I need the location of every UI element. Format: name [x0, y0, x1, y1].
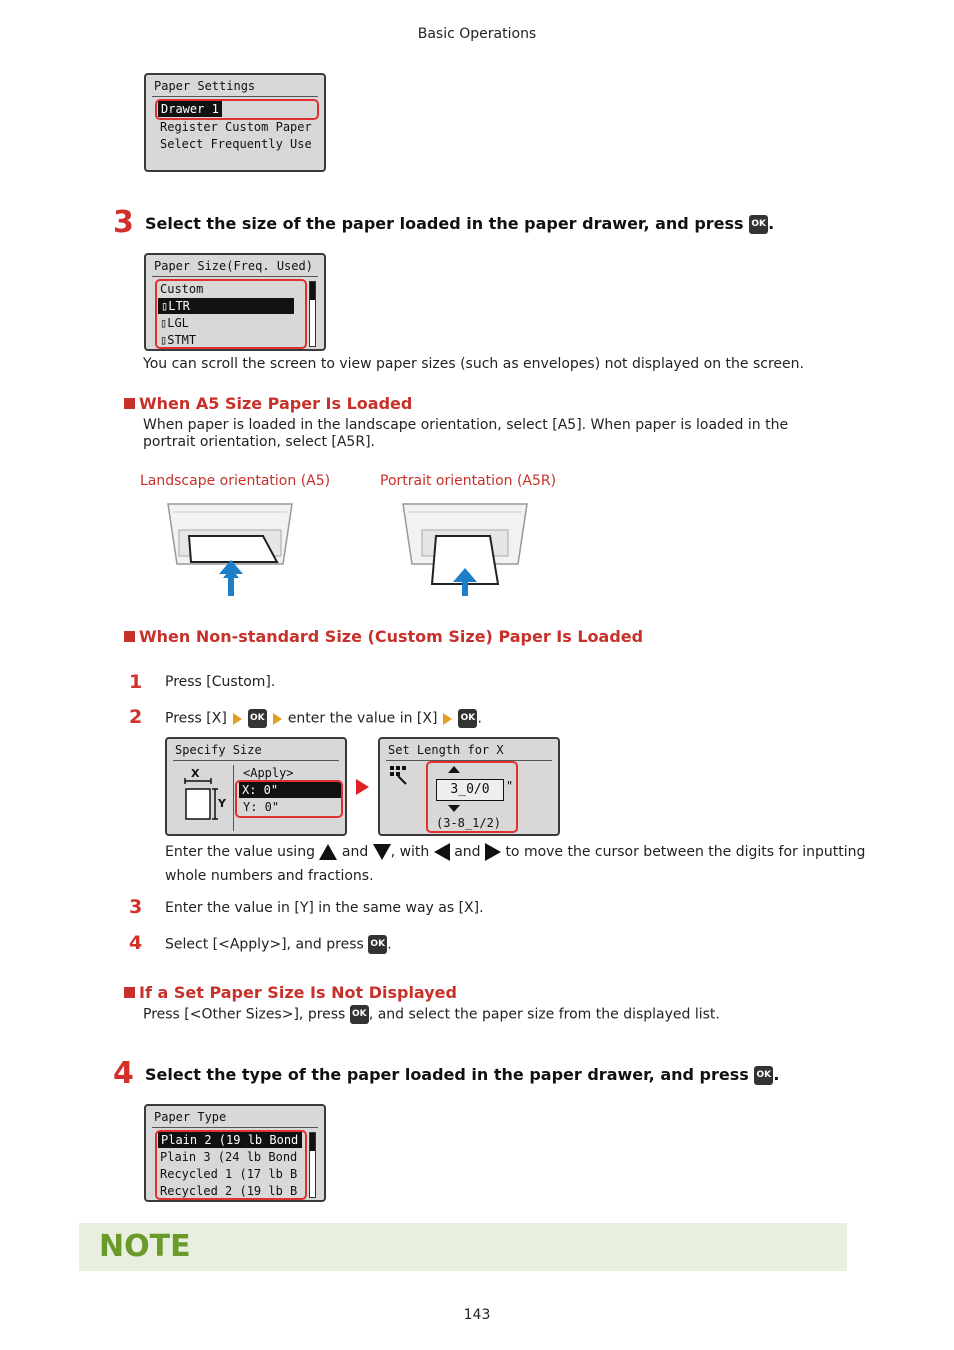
- cursor-instruction-cont: whole numbers and fractions.: [165, 868, 374, 884]
- lcd-item-selected[interactable]: X: 0": [239, 782, 341, 798]
- step-heading: [145, 1065, 779, 1085]
- substep-number: 2: [129, 706, 143, 728]
- lcd-item[interactable]: ▯LGL: [160, 316, 189, 330]
- lcd-title: Specify Size: [175, 743, 262, 757]
- square-bullet-icon: [124, 987, 135, 998]
- next-arrow-icon: [443, 713, 452, 725]
- lcd-item[interactable]: Custom: [160, 282, 204, 296]
- landscape-tray-illustration: [165, 502, 297, 600]
- unit-label: ": [506, 779, 514, 793]
- range-label: (3-8_1/2): [436, 816, 502, 830]
- step-heading-text: Select the size of the paper loaded in the paper drawer, and press: [145, 214, 744, 233]
- lcd-item[interactable]: Select Frequently Use: [160, 137, 312, 151]
- lcd-item-label: LTR: [168, 299, 190, 313]
- instruction-text: and: [341, 844, 369, 860]
- step-heading: [145, 214, 774, 234]
- lcd-specify-size: [165, 737, 347, 836]
- up-key-icon: [319, 844, 337, 860]
- transition-arrow-icon: [356, 779, 369, 795]
- body-text-part: , and select the paper size from the displayed list.: [368, 1006, 720, 1023]
- substep-text-end: .: [387, 936, 392, 953]
- a5-body: When paper is loaded in the landscape orientation, select [A5]. When paper is loaded in the portrait orientation, select [A5R].: [143, 417, 789, 450]
- note-label: NOTE: [99, 1229, 191, 1264]
- subsection-heading-text: When Non-standard Size (Custom Size) Paper Is Loaded: [139, 627, 644, 646]
- ok-key-icon: OK: [749, 215, 768, 234]
- next-arrow-icon: [233, 713, 242, 725]
- square-bullet-icon: [124, 398, 135, 409]
- note-banner: [79, 1223, 847, 1271]
- lcd-divider: [173, 760, 339, 761]
- step-number: 3: [113, 205, 134, 240]
- paper-dimension-icon: [181, 767, 231, 827]
- ok-key-icon: OK: [350, 1005, 369, 1024]
- highlight-box: [155, 1130, 307, 1200]
- lcd-item[interactable]: Plain 3 (24 lb Bond: [160, 1150, 298, 1164]
- ok-key-icon: OK: [458, 709, 477, 728]
- right-key-icon: [485, 843, 501, 861]
- lcd-paper-settings: [144, 73, 326, 172]
- lcd-scrollbar[interactable]: [309, 281, 316, 347]
- substep-text-end: .: [477, 710, 482, 727]
- lcd-title: Set Length for X: [388, 743, 504, 757]
- ok-key-icon: OK: [368, 935, 387, 954]
- lcd-item-selected[interactable]: Plain 2 (19 lb Bond: [158, 1132, 302, 1148]
- instruction-text: , with: [390, 844, 430, 860]
- step-heading-text: Select the type of the paper loaded in the paper drawer, and press: [145, 1065, 749, 1084]
- substep-text-part: Select [<Apply>], and press: [165, 936, 364, 953]
- down-key-icon: [373, 844, 391, 860]
- lcd-apply-item[interactable]: <Apply>: [243, 766, 294, 780]
- highlight-box: [426, 761, 518, 833]
- lcd-item[interactable]: Recycled 2 (19 lb B: [160, 1184, 298, 1198]
- cursor-instruction: [165, 843, 865, 861]
- notdisplayed-body: [143, 1005, 720, 1024]
- lcd-item-selected[interactable]: ▯LTR: [158, 298, 294, 314]
- running-header: Basic Operations: [417, 26, 537, 42]
- highlight-box: [155, 279, 307, 349]
- step-number: 4: [113, 1056, 134, 1091]
- subsection-heading: [124, 983, 457, 1002]
- lcd-scrollbar[interactable]: [309, 1132, 316, 1198]
- subsection-heading-text: When A5 Size Paper Is Loaded: [139, 394, 413, 413]
- highlight-box: [155, 99, 319, 120]
- square-bullet-icon: [124, 631, 135, 642]
- lcd-title: Paper Type: [154, 1110, 227, 1124]
- substep-text: Enter the value in [Y] in the same way as [X].: [165, 900, 484, 916]
- next-arrow-icon: [273, 713, 282, 725]
- lcd-item-selected[interactable]: Drawer 1: [158, 101, 222, 117]
- lcd-paper-size: [144, 253, 326, 351]
- lcd-title: Paper Size(Freq. Used): [154, 259, 313, 273]
- scrollbar-thumb: [310, 1133, 315, 1151]
- lcd-item-label: LGL: [167, 316, 189, 330]
- instruction-text: Enter the value using: [165, 844, 315, 860]
- keypad-icon: [388, 764, 410, 786]
- lcd-item[interactable]: Y: 0": [243, 800, 280, 814]
- ok-key-icon: OK: [248, 709, 267, 728]
- landscape-caption: Landscape orientation (A5): [140, 473, 331, 489]
- lcd-column-divider: [233, 765, 234, 831]
- subsection-heading-text: If a Set Paper Size Is Not Displayed: [139, 983, 457, 1002]
- page-number: 143: [463, 1307, 491, 1323]
- substep-text: Press [Custom].: [165, 674, 276, 690]
- ok-key-icon: OK: [754, 1066, 773, 1085]
- lcd-divider: [152, 276, 318, 277]
- subsection-heading: [124, 627, 643, 646]
- step-heading-end: .: [768, 214, 775, 233]
- svg-text:X: X: [191, 767, 200, 780]
- length-value-field[interactable]: 3_0/0: [436, 779, 504, 801]
- left-key-icon: [434, 843, 450, 861]
- substep-number: 3: [129, 896, 143, 918]
- body-text-part: Press [<Other Sizes>], press: [143, 1006, 346, 1023]
- subsection-heading: [124, 394, 412, 413]
- substep-text: [165, 709, 482, 728]
- lcd-item-label: STMT: [167, 333, 197, 347]
- step-heading-end: .: [773, 1065, 780, 1084]
- substep-text: [165, 935, 392, 954]
- lcd-item[interactable]: ▯STMT: [160, 333, 197, 347]
- substep-number: 4: [129, 932, 143, 954]
- svg-text:Y: Y: [218, 797, 226, 810]
- scroll-note: You can scroll the screen to view paper sizes (such as envelopes) not displayed on the screen.: [143, 356, 804, 372]
- lcd-item[interactable]: Recycled 1 (17 lb B: [160, 1167, 298, 1181]
- substep-text-part: enter the value in [X]: [287, 710, 438, 727]
- lcd-divider: [152, 96, 318, 97]
- portrait-tray-illustration: [400, 502, 532, 600]
- lcd-title: Paper Settings: [154, 79, 256, 93]
- lcd-paper-type: [144, 1104, 326, 1202]
- substep-number: 1: [129, 671, 143, 693]
- scrollbar-thumb: [310, 282, 315, 300]
- lcd-item[interactable]: Register Custom Paper: [160, 120, 312, 134]
- highlight-box: [235, 780, 343, 818]
- instruction-text: to move the cursor between the digits for inputting: [505, 844, 866, 860]
- lcd-set-length: [378, 737, 560, 836]
- substep-text-part: Press [X]: [165, 710, 227, 727]
- portrait-caption: Portrait orientation (A5R): [380, 473, 557, 489]
- lcd-divider: [152, 1127, 318, 1128]
- instruction-text: and: [454, 844, 481, 860]
